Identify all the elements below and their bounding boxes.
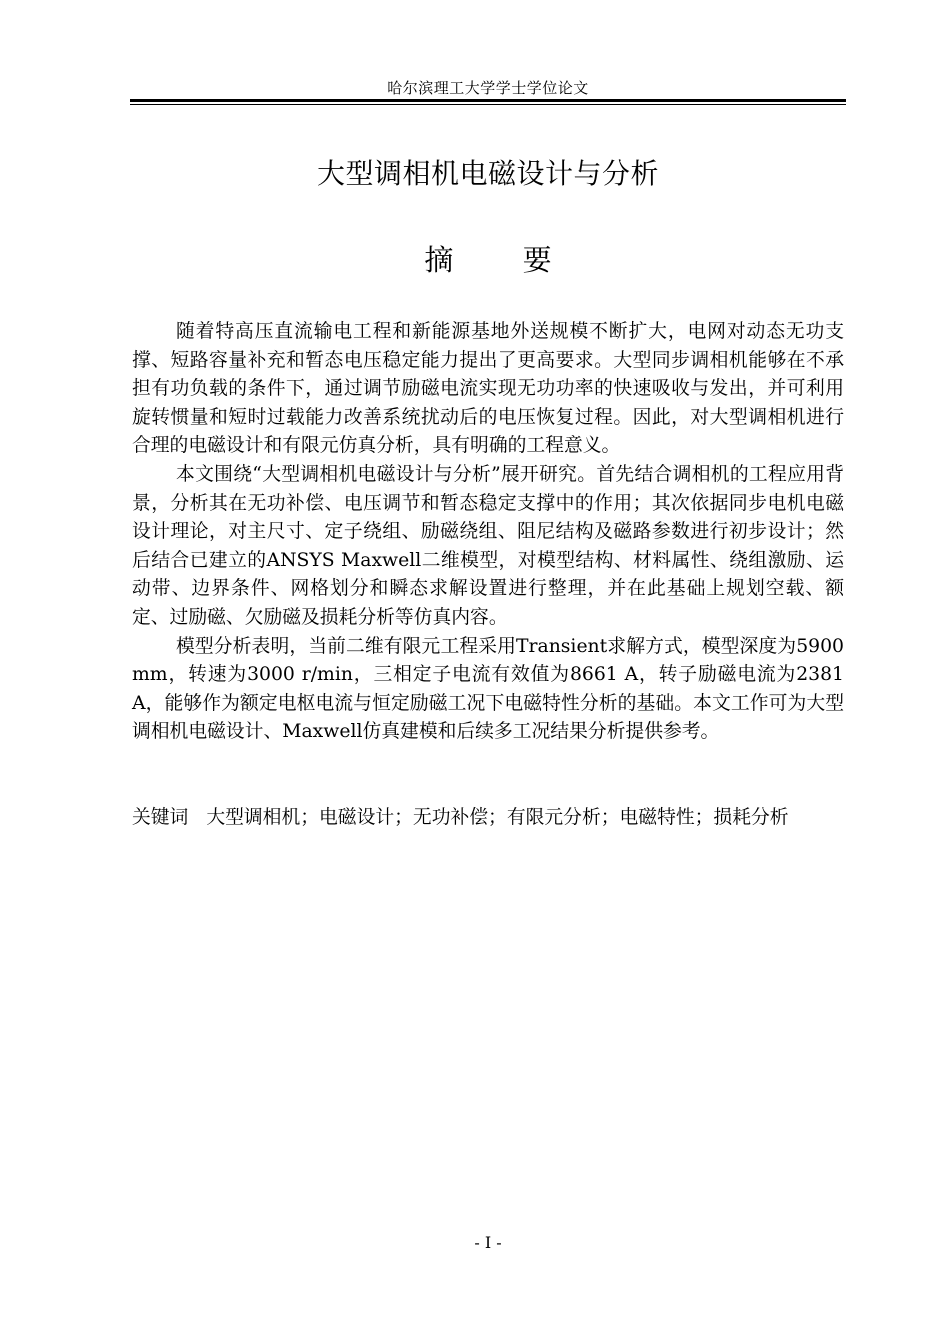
abstract-paragraph-2: 本文围绕“大型调相机电磁设计与分析”展开研究。首先结合调相机的工程应用背景，分析其在无功补偿、电压调节和暂态稳定支撑中的作用；其次依据同步电机电磁设计理论，对主尺寸、定子绕组、励磁绕组、阻尼结构及磁路参数进行初步设计；然后结合已建立的ANSYS Maxwell二维模型，对模型结构、材料属性、绕组激励、运动带、边界条件、网格划分和瞬态求解设置进行整理，并在此基础上规划空载、额定、过励磁、欠励磁及损耗分析等仿真内容。 (132, 463, 844, 628)
abstract-paragraph-1: 随着特高压直流输电工程和新能源基地外送规模不断扩大，电网对动态无功支撑、短路容量补充和暂态电压稳定能力提出了更高要求。大型同步调相机能够在不承担有功负载的条件下，通过调节励磁电流实现无功功率的快速吸收与发出，并可利用旋转惯量和短时过载能力改善系统扰动后的电压恢复过程。因此，对大型调相机进行合理的电磁设计和有限元仿真分析，具有明确的工程意义。 (132, 321, 844, 457)
header-rule-thick (130, 99, 846, 102)
document-title: 大型调相机电磁设计与分析 (316, 157, 659, 190)
page-number: - I - (474, 1233, 502, 1252)
header-rule-thin (130, 104, 846, 105)
keywords (132, 804, 844, 831)
keywords-label: 关键词 (132, 807, 189, 828)
abstract-heading: 摘 要 (424, 243, 582, 277)
running-header: 哈尔滨理工大学学士学位论文 (387, 79, 589, 97)
abstract-paragraph-3: 模型分析表明，当前二维有限元工程采用Transient求解方式，模型深度为5900 mm，转速为3000 r/min，三相定子电流有效值为8661 A，转子励磁电流为2381 A，能够作为额定电枢电流与恒定励磁工况下电磁特性分析的基础。本文工作可为大型调相机电磁设计、Maxwell仿真建模和后续多工况结果分析提供参考。 (132, 635, 844, 743)
abstract-body (132, 318, 844, 747)
keywords-text: 大型调相机；电磁设计；无功补偿；有限元分析；电磁特性；损耗分析 (206, 807, 789, 828)
